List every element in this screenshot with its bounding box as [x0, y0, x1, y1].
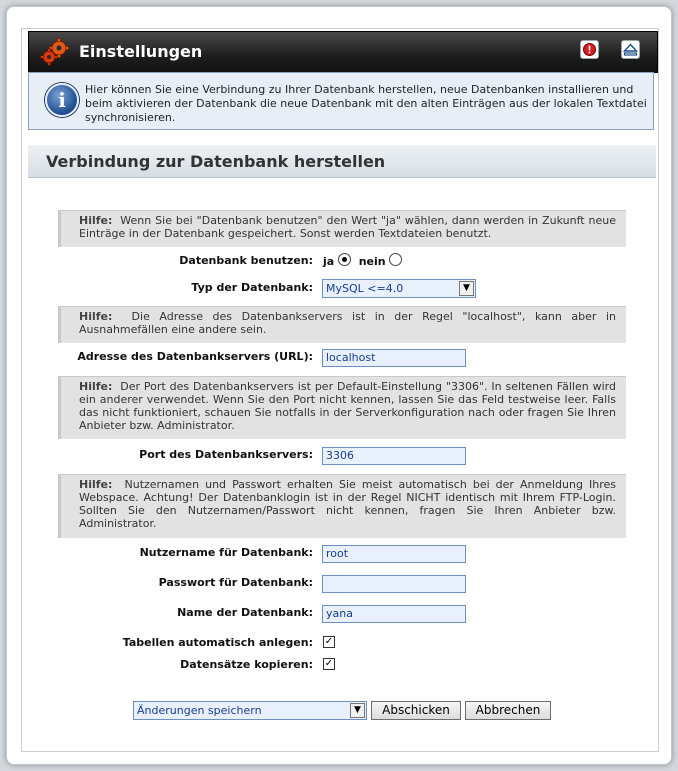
user-field[interactable]: root: [322, 545, 466, 563]
help-address: [58, 306, 626, 343]
help-prefix: Hilfe:: [79, 310, 113, 323]
cancel-button[interactable]: Abbrechen: [465, 701, 551, 720]
use-db-label: Datenbank benutzen:: [179, 254, 313, 267]
help-credentials: [58, 474, 626, 538]
copy-records-label: Datensätze kopieren:: [180, 658, 313, 671]
help-text: Der Port des Datenbankservers ist per Default-Einstellung "3306". In seltenen Fällen wird ein anderer verwendet. Wenn Sie den Port nicht kennen, lassen Sie das Feld testweise leer. Falls das nicht funktioniert, schauen Sie notfalls in der Serverkonfiguration nach oder fragen Sie Ihren Anbieter bzw. Administrator.: [79, 380, 616, 432]
chevron-down-icon: ▼: [350, 703, 365, 718]
gears-icon: [39, 38, 71, 66]
port-field[interactable]: 3306: [322, 447, 466, 465]
password-field[interactable]: [322, 575, 466, 593]
address-label: Adresse des Datenbankservers (URL):: [77, 350, 313, 363]
use-db-yes-radio[interactable]: [338, 253, 351, 266]
help-text: Die Adresse des Datenbankservers ist in der Regel "localhost", kann aber in Ausnahmefällen eine andere sein.: [79, 310, 617, 336]
use-db-no-radio[interactable]: [389, 253, 402, 266]
check-icon: ✓: [324, 658, 334, 669]
collapse-button[interactable]: [621, 40, 640, 59]
dbname-field[interactable]: yana: [322, 605, 466, 623]
window-title: Einstellungen: [79, 42, 203, 61]
help-text: Wenn Sie bei "Datenbank benutzen" den Wert "ja" wählen, dann werden in Zukunft neue Einträge in der Datenbank gespeichert. Sonst werden Textdateien benutzt.: [79, 214, 616, 240]
action-select[interactable]: [133, 701, 367, 720]
info-icon: i: [45, 83, 79, 117]
user-label: Nutzername für Datenbank:: [139, 546, 313, 559]
help-port: [58, 376, 626, 439]
help-use-db: [58, 210, 626, 247]
help-text: Nutzernamen und Passwort erhalten Sie meist automatisch bei der Anmeldung Ihres Webspace. Achtung! Der Datenbanklogin ist in der Regel NICHT identisch mit Ihrem FTP-Login. Sollten Sie den Nutzernamen/Passwort nicht kennen, fragen Sie Ihren Anbieter bzw. Administrator.: [79, 478, 616, 530]
info-text: Hier können Sie eine Verbindung zu Ihrer Datenbank herstellen, neue Datenbanken installieren und beim aktivieren der Datenbank die neue Datenbank mit den alten Einträgen aus der lokalen Textdatei synchronisieren.: [85, 83, 647, 124]
use-db-radio-group: [323, 253, 402, 268]
check-icon: ✓: [324, 636, 334, 647]
auto-tables-label: Tabellen automatisch anlegen:: [122, 636, 313, 649]
help-prefix: Hilfe:: [79, 214, 113, 227]
port-label: Port des Datenbankservers:: [139, 448, 313, 461]
copy-records-checkbox[interactable]: [323, 658, 335, 670]
title-bar: [28, 31, 658, 73]
info-box: [28, 72, 654, 130]
auto-tables-checkbox[interactable]: [323, 636, 335, 648]
db-type-value: MySQL <=4.0: [326, 282, 404, 295]
alert-icon: [581, 41, 598, 58]
chevron-down-icon: ▼: [459, 281, 474, 296]
db-type-label: Typ der Datenbank:: [191, 281, 313, 294]
help-prefix: Hilfe:: [79, 478, 113, 491]
section-title: Verbindung zur Datenbank herstellen: [46, 152, 386, 171]
use-db-no-label: nein: [358, 255, 386, 268]
password-label: Passwort für Datenbank:: [158, 576, 313, 589]
help-prefix: Hilfe:: [79, 380, 113, 393]
db-type-select[interactable]: [322, 279, 476, 298]
submit-button[interactable]: Abschicken: [371, 701, 461, 720]
help-button[interactable]: [580, 40, 599, 59]
section-header: [28, 145, 656, 178]
dbname-label: Name der Datenbank:: [177, 606, 313, 619]
address-field[interactable]: localhost: [322, 349, 466, 367]
use-db-yes-label: ja: [323, 255, 335, 268]
action-value: Änderungen speichern: [137, 704, 262, 717]
eject-up-icon: [622, 41, 639, 58]
